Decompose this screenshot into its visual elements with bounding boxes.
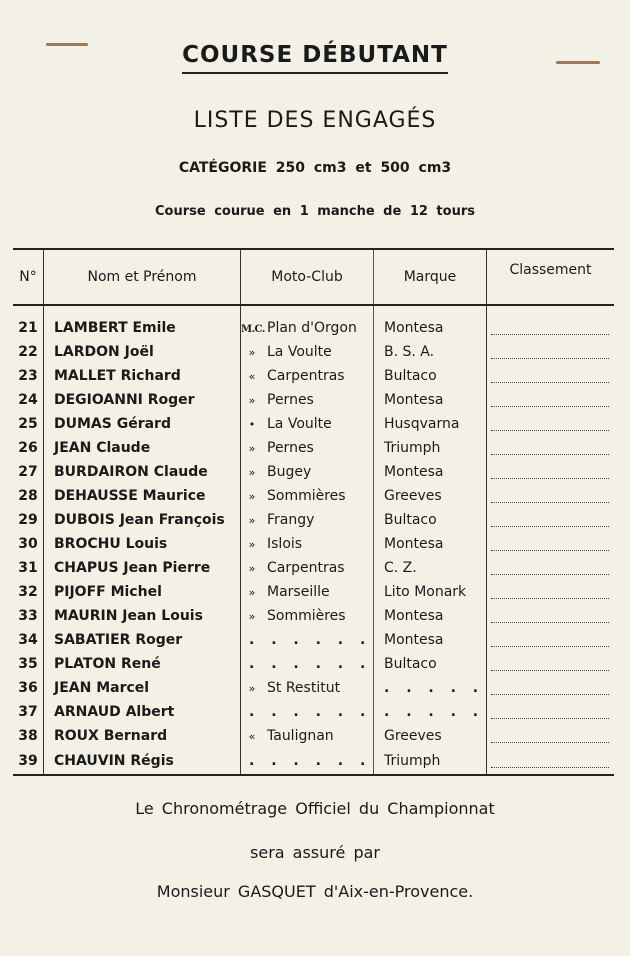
table-row <box>13 676 614 700</box>
motorcycle-brand: Triumph <box>374 436 487 460</box>
motorcycle-brand: Montesa <box>374 532 487 556</box>
table-row <box>13 748 614 775</box>
moto-club <box>241 508 374 532</box>
dotted-line <box>491 393 609 407</box>
dotted-line <box>491 465 609 479</box>
rider-name: DUMAS Gérard <box>44 412 241 436</box>
club-ditto-mark: • <box>248 418 256 431</box>
dotted-line <box>491 754 609 768</box>
table-row <box>13 628 614 652</box>
moto-club <box>241 628 374 652</box>
motorcycle-brand: Greeves <box>374 724 487 748</box>
dotted-line <box>491 321 609 335</box>
club-name: Taulignan <box>267 728 334 744</box>
table-row <box>13 364 614 388</box>
moto-club <box>241 556 374 580</box>
table-header-row <box>13 249 614 305</box>
rider-name: BROCHU Louis <box>44 532 241 556</box>
rider-name: ARNAUD Albert <box>44 700 241 724</box>
entry-number: 21 <box>18 320 38 336</box>
classement-blank <box>487 388 615 412</box>
entry-number: 38 <box>18 728 38 744</box>
rider-name: LARDON Joël <box>44 340 241 364</box>
table-row <box>13 724 614 748</box>
classement-blank <box>487 484 615 508</box>
classement-blank <box>487 724 615 748</box>
club-name: Sommières <box>267 488 346 504</box>
club-name: . . . . . . <box>249 753 372 769</box>
table-row <box>13 532 614 556</box>
club-ditto-mark: M.C. <box>241 324 265 335</box>
classement-blank <box>487 604 615 628</box>
moto-club <box>241 580 374 604</box>
moto-club <box>241 436 374 460</box>
dotted-line <box>491 537 609 551</box>
rider-name: BURDAIRON Claude <box>44 460 241 484</box>
entry-number: 36 <box>18 680 38 696</box>
entry-number: 23 <box>18 368 38 384</box>
motorcycle-brand: Husqvarna <box>374 412 487 436</box>
entry-number: 24 <box>18 392 38 408</box>
motorcycle-brand: Lito Monark <box>374 580 487 604</box>
rider-name: CHAPUS Jean Pierre <box>44 556 241 580</box>
table-row <box>13 484 614 508</box>
rider-name: JEAN Claude <box>44 436 241 460</box>
classement-blank <box>487 316 615 340</box>
entry-number: 35 <box>18 656 38 672</box>
table-row <box>13 388 614 412</box>
club-ditto-mark: » <box>248 490 256 503</box>
entry-number: 28 <box>18 488 38 504</box>
entry-number: 25 <box>18 416 38 432</box>
motorcycle-brand: . . . . . <box>374 700 487 724</box>
dotted-line <box>491 489 609 503</box>
table-row <box>13 436 614 460</box>
header-club: Moto-Club <box>241 249 374 305</box>
club-name: Carpentras <box>267 368 345 384</box>
dotted-line <box>491 609 609 623</box>
club-name: La Voulte <box>267 416 332 432</box>
classement-blank <box>487 508 615 532</box>
entry-number: 26 <box>18 440 38 456</box>
rider-name: LAMBERT Emile <box>44 316 241 340</box>
rider-name: CHAUVIN Régis <box>44 748 241 775</box>
classement-blank <box>487 436 615 460</box>
dotted-line <box>491 585 609 599</box>
club-ditto-mark: » <box>248 586 256 599</box>
rider-name: MAURIN Jean Louis <box>44 604 241 628</box>
dotted-line <box>491 441 609 455</box>
club-ditto-mark: « <box>248 370 256 383</box>
table-row <box>13 604 614 628</box>
classement-blank <box>487 676 615 700</box>
dotted-line <box>491 729 609 743</box>
club-name: Sommières <box>267 608 346 624</box>
club-ditto-mark: » <box>248 442 256 455</box>
club-ditto-mark: » <box>248 682 256 695</box>
club-name: . . . . . . <box>249 632 372 648</box>
table-row <box>13 412 614 436</box>
dotted-line <box>491 345 609 359</box>
club-name: Bugey <box>267 464 312 480</box>
classement-blank <box>487 460 615 484</box>
club-name: Frangy <box>267 512 315 528</box>
rider-name: ROUX Bernard <box>44 724 241 748</box>
moto-club <box>241 460 374 484</box>
club-ditto-mark: » <box>248 394 256 407</box>
rider-name: MALLET Richard <box>44 364 241 388</box>
entry-number: 39 <box>13 748 44 775</box>
moto-club <box>241 604 374 628</box>
classement-blank <box>487 364 615 388</box>
moto-club <box>241 532 374 556</box>
moto-club <box>241 412 374 436</box>
classement-blank <box>487 532 615 556</box>
motorcycle-brand: Montesa <box>374 316 487 340</box>
classement-blank <box>487 700 615 724</box>
page-subtitle: LISTE DES ENGAGÉS <box>193 108 437 133</box>
motorcycle-brand: Montesa <box>374 460 487 484</box>
table-row <box>13 580 614 604</box>
moto-club <box>241 316 374 340</box>
moto-club <box>241 724 374 748</box>
motorcycle-brand: Bultaco <box>374 364 487 388</box>
entry-number: 30 <box>18 536 38 552</box>
footer-line-1: Le Chronométrage Officiel du Championnat <box>135 799 495 818</box>
moto-club <box>241 700 374 724</box>
table-row <box>13 556 614 580</box>
category-line: CATÉGORIE 250 cm3 et 500 cm3 <box>178 160 452 176</box>
club-ditto-mark: » <box>248 562 256 575</box>
rider-name: DEGIOANNI Roger <box>44 388 241 412</box>
classement-blank <box>487 628 615 652</box>
entry-number: 34 <box>18 632 38 648</box>
table-row <box>13 700 614 724</box>
table-row <box>13 652 614 676</box>
club-name: St Restitut <box>267 680 341 696</box>
club-name: Marseille <box>267 584 330 600</box>
classement-blank <box>487 412 615 436</box>
motorcycle-brand: C. Z. <box>374 556 487 580</box>
entry-number: 37 <box>18 704 38 720</box>
club-ditto-mark: » <box>248 538 256 551</box>
rider-name: DEHAUSSE Maurice <box>44 484 241 508</box>
header-name: Nom et Prénom <box>44 249 241 305</box>
club-ditto-mark: » <box>248 514 256 527</box>
header-classement: Classement <box>487 249 615 305</box>
club-name: Carpentras <box>267 560 345 576</box>
rider-name: SABATIER Roger <box>44 628 241 652</box>
club-ditto-mark: » <box>248 346 256 359</box>
rider-name: DUBOIS Jean François <box>44 508 241 532</box>
entry-number: 29 <box>18 512 38 528</box>
motorcycle-brand: B. S. A. <box>374 340 487 364</box>
club-name: Pernes <box>267 440 314 456</box>
classement-blank <box>487 556 615 580</box>
rider-name: JEAN Marcel <box>44 676 241 700</box>
entry-number: 32 <box>18 584 38 600</box>
club-name: . . . . . . <box>249 656 372 672</box>
moto-club <box>241 652 374 676</box>
motorcycle-brand: Montesa <box>374 604 487 628</box>
classement-blank <box>487 340 615 364</box>
rider-name: PLATON René <box>44 652 241 676</box>
dotted-line <box>491 657 609 671</box>
motorcycle-brand: . . . . . <box>374 676 487 700</box>
moto-club <box>241 388 374 412</box>
dotted-line <box>491 417 609 431</box>
moto-club <box>241 484 374 508</box>
motorcycle-brand: Greeves <box>374 484 487 508</box>
club-name: La Voulte <box>267 344 332 360</box>
table-row <box>13 508 614 532</box>
race-info: Course courue en 1 manche de 12 tours <box>155 204 475 219</box>
entries-table <box>13 248 614 776</box>
motorcycle-brand: Triumph <box>374 748 487 775</box>
dotted-line <box>491 513 609 527</box>
club-name: Plan d'Orgon <box>267 320 357 336</box>
club-ditto-mark: » <box>248 610 256 623</box>
club-name: . . . . . . <box>249 704 372 720</box>
moto-club <box>241 676 374 700</box>
entry-number: 27 <box>18 464 38 480</box>
dotted-line <box>491 705 609 719</box>
dotted-line <box>491 681 609 695</box>
motorcycle-brand: Montesa <box>374 388 487 412</box>
moto-club <box>241 364 374 388</box>
classement-blank <box>487 580 615 604</box>
table-row <box>13 316 614 340</box>
motorcycle-brand: Montesa <box>374 628 487 652</box>
footer-line-3: Monsieur GASQUET d'Aix-en-Provence. <box>156 882 474 901</box>
motorcycle-brand: Bultaco <box>374 652 487 676</box>
moto-club <box>241 748 374 775</box>
club-name: Islois <box>267 536 303 552</box>
entry-number: 22 <box>18 344 38 360</box>
classement-blank <box>487 652 615 676</box>
entry-number: 33 <box>18 608 38 624</box>
footer-line-2: sera assuré par <box>250 843 380 862</box>
dotted-line <box>491 561 609 575</box>
table-row <box>13 340 614 364</box>
rider-name: PIJOFF Michel <box>44 580 241 604</box>
entry-number: 31 <box>18 560 38 576</box>
club-ditto-mark: » <box>248 466 256 479</box>
dotted-line <box>491 369 609 383</box>
moto-club <box>241 340 374 364</box>
page-title: COURSE DÉBUTANT <box>0 42 630 74</box>
classement-blank <box>487 748 615 775</box>
club-ditto-mark: « <box>248 730 256 743</box>
dotted-line <box>491 633 609 647</box>
header-brand: Marque <box>374 249 487 305</box>
header-number: N° <box>13 249 44 305</box>
motorcycle-brand: Bultaco <box>374 508 487 532</box>
table-row <box>13 460 614 484</box>
club-name: Pernes <box>267 392 314 408</box>
